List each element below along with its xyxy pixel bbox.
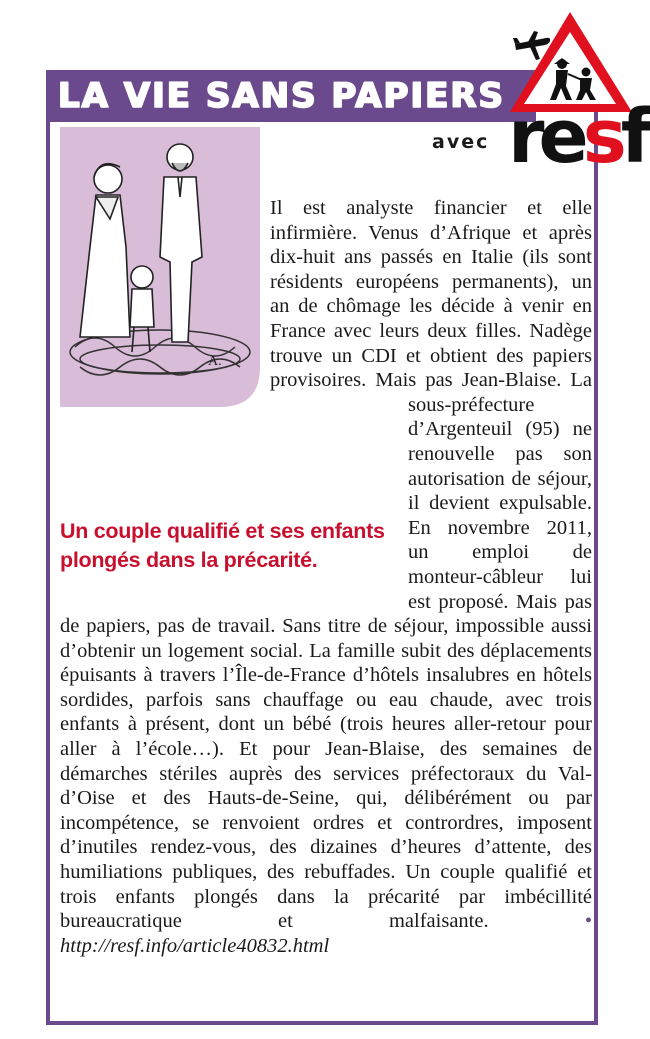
page-title: LA VIE SANS PAPIERS <box>58 76 505 116</box>
article-link[interactable]: http://resf.info/article40832.html <box>60 934 330 957</box>
illustration-signature: A. <box>208 354 222 369</box>
illustration-spacer <box>60 196 270 411</box>
avec-label: avec <box>432 131 490 153</box>
article-text: Il est analyste financier et elle infirmière. Venus d’Afrique et après dix-huit ans passés en Italie (ils sont résidents européens permanents), un an de chômage les décide à venir en France avec leurs deux filles. Nadège trouve un CDI et obtient des papiers provisoires. Mais pas Jean-Blaise. La sous-préfecture d’Argenteuil (95) ne renouvelle pas son autorisation de séjour, il devient expulsable. En novembre 2011, un emploi de monteur-câbleur lui est proposé. Mais pas de papiers, pas de travail. Sans titre de séjour, impossible aussi d’obtenir un logement social. La famille subit des déplacements épuisants à travers l’Île-de-France d’hôtels insalubres en hôtels sordides, parfois sans chauffage ou eau chaude, avec trois enfants à présent, dont un bébé (trois heures aller-retour pour aller à l’école…). Et pour Jean-Blaise, des semaines de démarches stériles auprès des services préfectoraux du Val-d’Oise et des Hauts-de-Seine, qui, délibérément ou par incompétence, se renvoient ordres et contrordres, imposent d’inutiles rendez-vous, des dizaines d’heures d’attente, des humiliations publiques, des rebuffades. Un couple qualifié et trois enfants plongés dans la précarité par imbécillité bureaucratique et malfaisante. <box>60 197 592 933</box>
link-bullet: • <box>584 910 592 933</box>
pull-quote <box>60 503 408 605</box>
resf-logo: resf <box>508 94 647 180</box>
article-body <box>60 196 592 958</box>
pull-quote-text: Un couple qualifié et ses enfants plongés dans la précarité. <box>60 519 385 572</box>
